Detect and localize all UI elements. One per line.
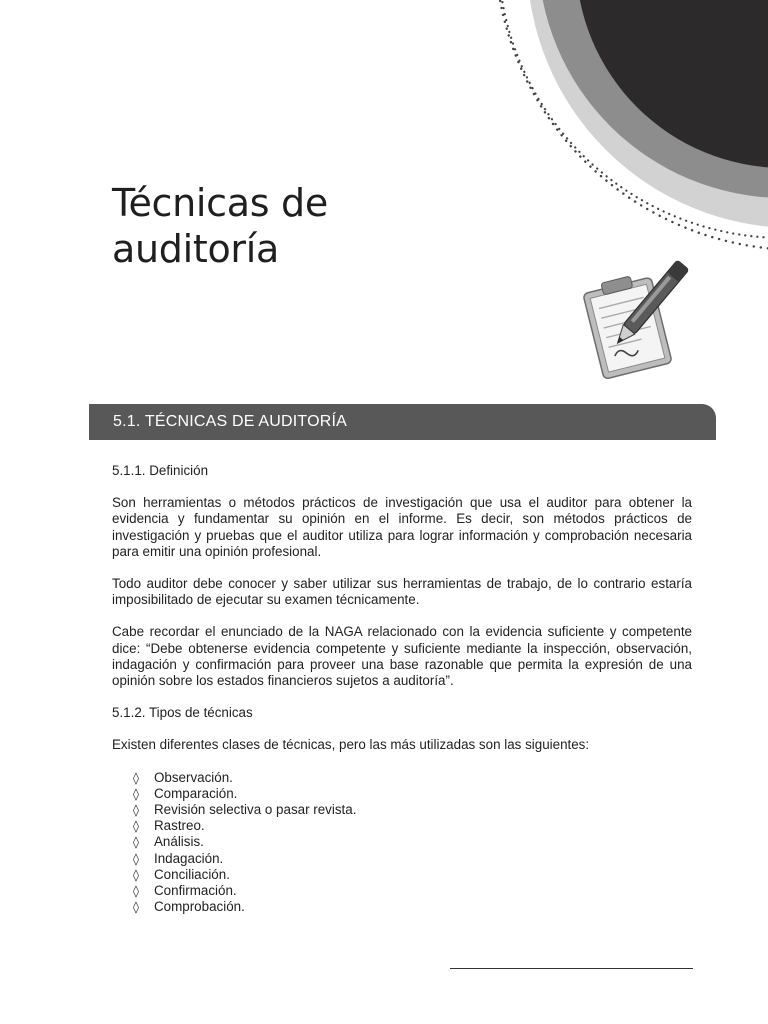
definition-paragraph: Todo auditor debe conocer y saber utilizar sus herramientas de trabajo, de lo contrario estaría imposibilitado de ejecutar su examen técnicamente. bbox=[112, 576, 692, 608]
list-item-label: Comprobación. bbox=[154, 899, 245, 915]
diamond-bullet-icon: ◊ bbox=[133, 900, 139, 915]
list-item-label: Rastreo. bbox=[154, 818, 205, 834]
diamond-bullet-icon: ◊ bbox=[133, 851, 139, 866]
types-heading: 5.1.2. Tipos de técnicas bbox=[112, 705, 253, 721]
diamond-bullet-icon: ◊ bbox=[133, 835, 139, 850]
types-intro: Existen diferentes clases de técnicas, pero las más utilizadas son las siguientes: bbox=[112, 737, 590, 753]
definition-paragraph: Cabe recordar el enunciado de la NAGA relacionado con la evidencia suficiente y competente dice: “Debe obtenerse evidencia competente y suficiente mediante la inspección, observación, indagación y confirmación para proveer una base razonable que permita la expresión de una opinión sobre los estados financieros sujetos a auditoría”. bbox=[112, 624, 692, 689]
diamond-bullet-icon: ◊ bbox=[133, 819, 139, 834]
definition-paragraph: Son herramientas o métodos prácticos de investigación que usa el auditor para obtener la evidencia y fundamentar su opinión en el informe. Es decir, son métodos prácticos de investigación y pruebas que el auditor utiliza para lograr información y comprobación necesaria para emitir una opinión profesional. bbox=[112, 495, 692, 559]
diamond-bullet-icon: ◊ bbox=[133, 867, 139, 882]
diamond-bullet-icon: ◊ bbox=[133, 770, 139, 785]
list-item bbox=[133, 818, 692, 834]
list-item bbox=[133, 770, 692, 786]
light-gray-disc bbox=[527, 0, 768, 228]
chapter-title bbox=[112, 180, 472, 272]
list-item-label: Comparación. bbox=[154, 785, 238, 801]
section-banner bbox=[89, 404, 716, 440]
content-body bbox=[112, 463, 692, 915]
list-item bbox=[133, 802, 692, 818]
section-banner-label: 5.1. TÉCNICAS DE AUDITORÍA bbox=[113, 413, 348, 430]
list-item-label: Conciliación. bbox=[154, 866, 230, 882]
technique-list bbox=[133, 770, 692, 916]
list-item-label: Confirmación. bbox=[154, 883, 237, 899]
list-item bbox=[133, 851, 692, 867]
list-item-label: Revisión selectiva o pasar revista. bbox=[154, 802, 357, 818]
list-item-label: Observación. bbox=[154, 769, 233, 785]
footer-rule bbox=[450, 968, 693, 969]
dark-disc bbox=[576, 0, 768, 168]
chapter-title-line-2: auditoría bbox=[112, 227, 279, 271]
list-item bbox=[133, 834, 692, 850]
diamond-bullet-icon: ◊ bbox=[133, 786, 139, 801]
definition-heading: 5.1.1. Definición bbox=[112, 463, 209, 478]
inner-dotted-ring bbox=[498, 0, 768, 238]
chapter-title-line-1: Técnicas de bbox=[112, 181, 328, 225]
list-item bbox=[133, 899, 692, 915]
list-item bbox=[133, 786, 692, 802]
list-item bbox=[133, 883, 692, 899]
list-item-label: Indagación. bbox=[154, 850, 224, 866]
diamond-bullet-icon: ◊ bbox=[133, 803, 139, 818]
list-item-label: Análisis. bbox=[154, 834, 204, 850]
list-item bbox=[133, 867, 692, 883]
diamond-bullet-icon: ◊ bbox=[133, 884, 139, 899]
mid-gray-disc bbox=[538, 0, 768, 198]
clipboard-pen-icon bbox=[578, 256, 690, 380]
outer-dotted-ring bbox=[495, 0, 768, 250]
